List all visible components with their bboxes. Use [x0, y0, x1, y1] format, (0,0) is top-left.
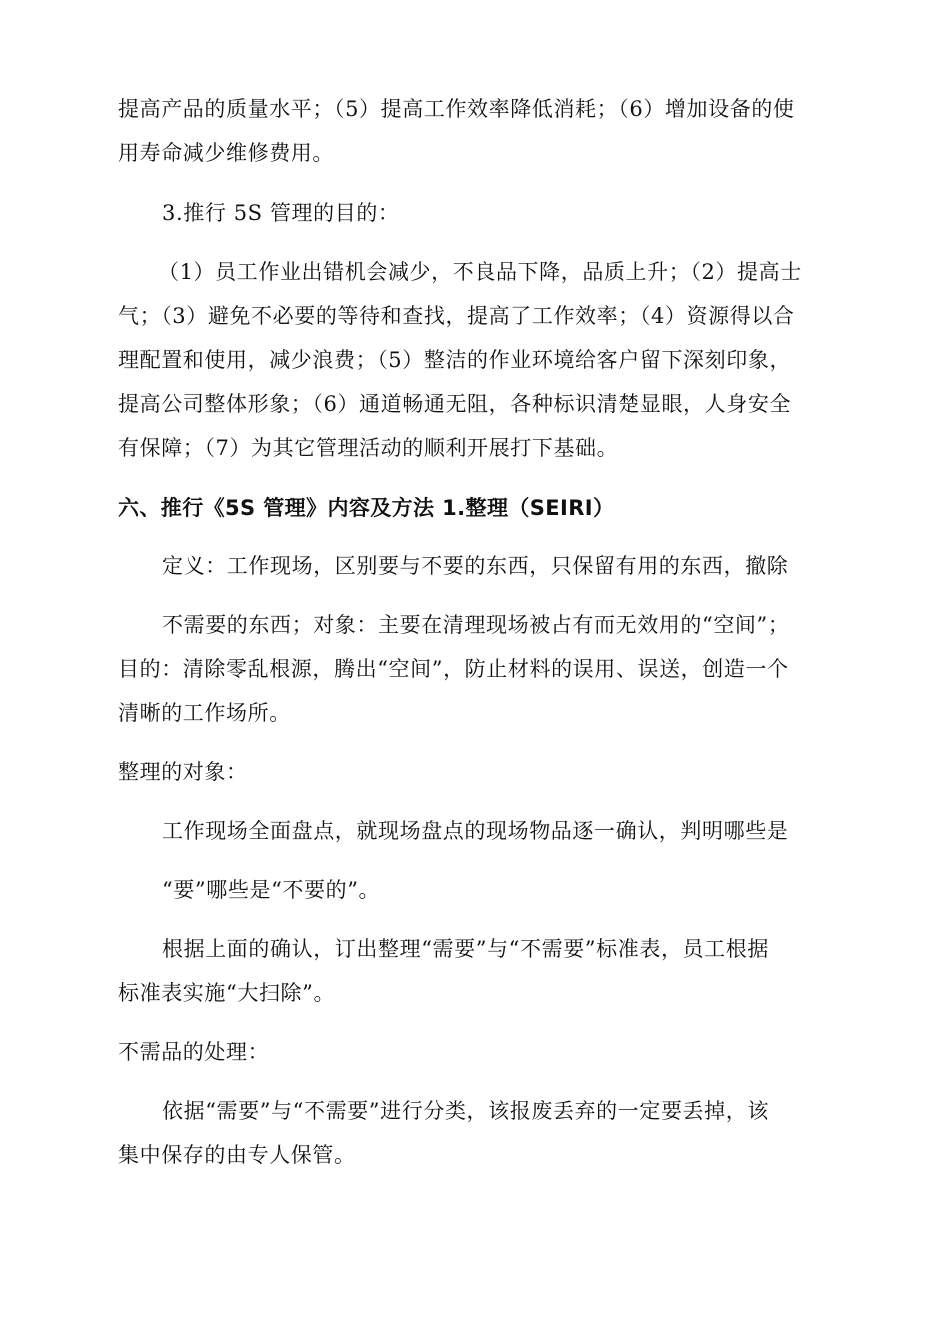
paragraph-line: 气；（3）避免不必要的等待和查找，提高了工作效率；（4）资源得以合: [118, 304, 795, 328]
paragraph-line: 提高产品的质量水平；（5）提高工作效率降低消耗；（6）增加设备的使: [118, 97, 795, 121]
paragraph-line: 目的：清除零乱根源，腾出“空间”，防止材料的误用、误送，创造一个: [118, 657, 789, 681]
subheading-disposal: 不需品的处理：: [118, 1040, 270, 1064]
section-heading: 3.推行 5S 管理的目的：: [162, 201, 400, 225]
paragraph-line: 标准表实施“大扫除”。: [118, 981, 336, 1005]
paragraph-line: 工作现场全面盘点，就现场盘点的现场物品逐一确认，判明哪些是: [162, 819, 789, 843]
paragraph-line: （1）员工作业出错机会减少，不良品下降，品质上升；（2）提高士: [158, 260, 802, 284]
paragraph-line: 提高公司整体形象；（6）通道畅通无阻，各种标识清楚显眼，人身安全: [118, 392, 792, 416]
subheading-objects: 整理的对象：: [118, 760, 248, 784]
paragraph-line: 清晰的工作场所。: [118, 701, 291, 725]
paragraph-line: 有保障；（7）为其它管理活动的顺利开展打下基础。: [118, 436, 619, 460]
paragraph-line: 理配置和使用，减少浪费；（5）整洁的作业环境给客户留下深刻印象，: [118, 348, 792, 372]
definition-line: 定义：工作现场，区别要与不要的东西，只保留有用的东西，撤除: [162, 554, 789, 578]
paragraph-line: 根据上面的确认，订出整理“需要”与“不需要”标准表，员工根据: [162, 937, 769, 961]
paragraph-line: 集中保存的由专人保管。: [118, 1143, 356, 1167]
paragraph-line: 用寿命减少维修费用。: [118, 141, 334, 165]
section-6-heading: 六、推行《5S 管理》内容及方法 1.整理（SEIRI）: [118, 496, 615, 520]
paragraph-line: 不需要的东西；对象：主要在清理现场被占有而无效用的“空间”；: [162, 613, 790, 637]
paragraph-line: 依据“需要”与“不需要”进行分类，该报废丢弃的一定要丢掉，该: [162, 1099, 769, 1123]
paragraph-line: “要”哪些是“不要的”。: [162, 878, 381, 902]
